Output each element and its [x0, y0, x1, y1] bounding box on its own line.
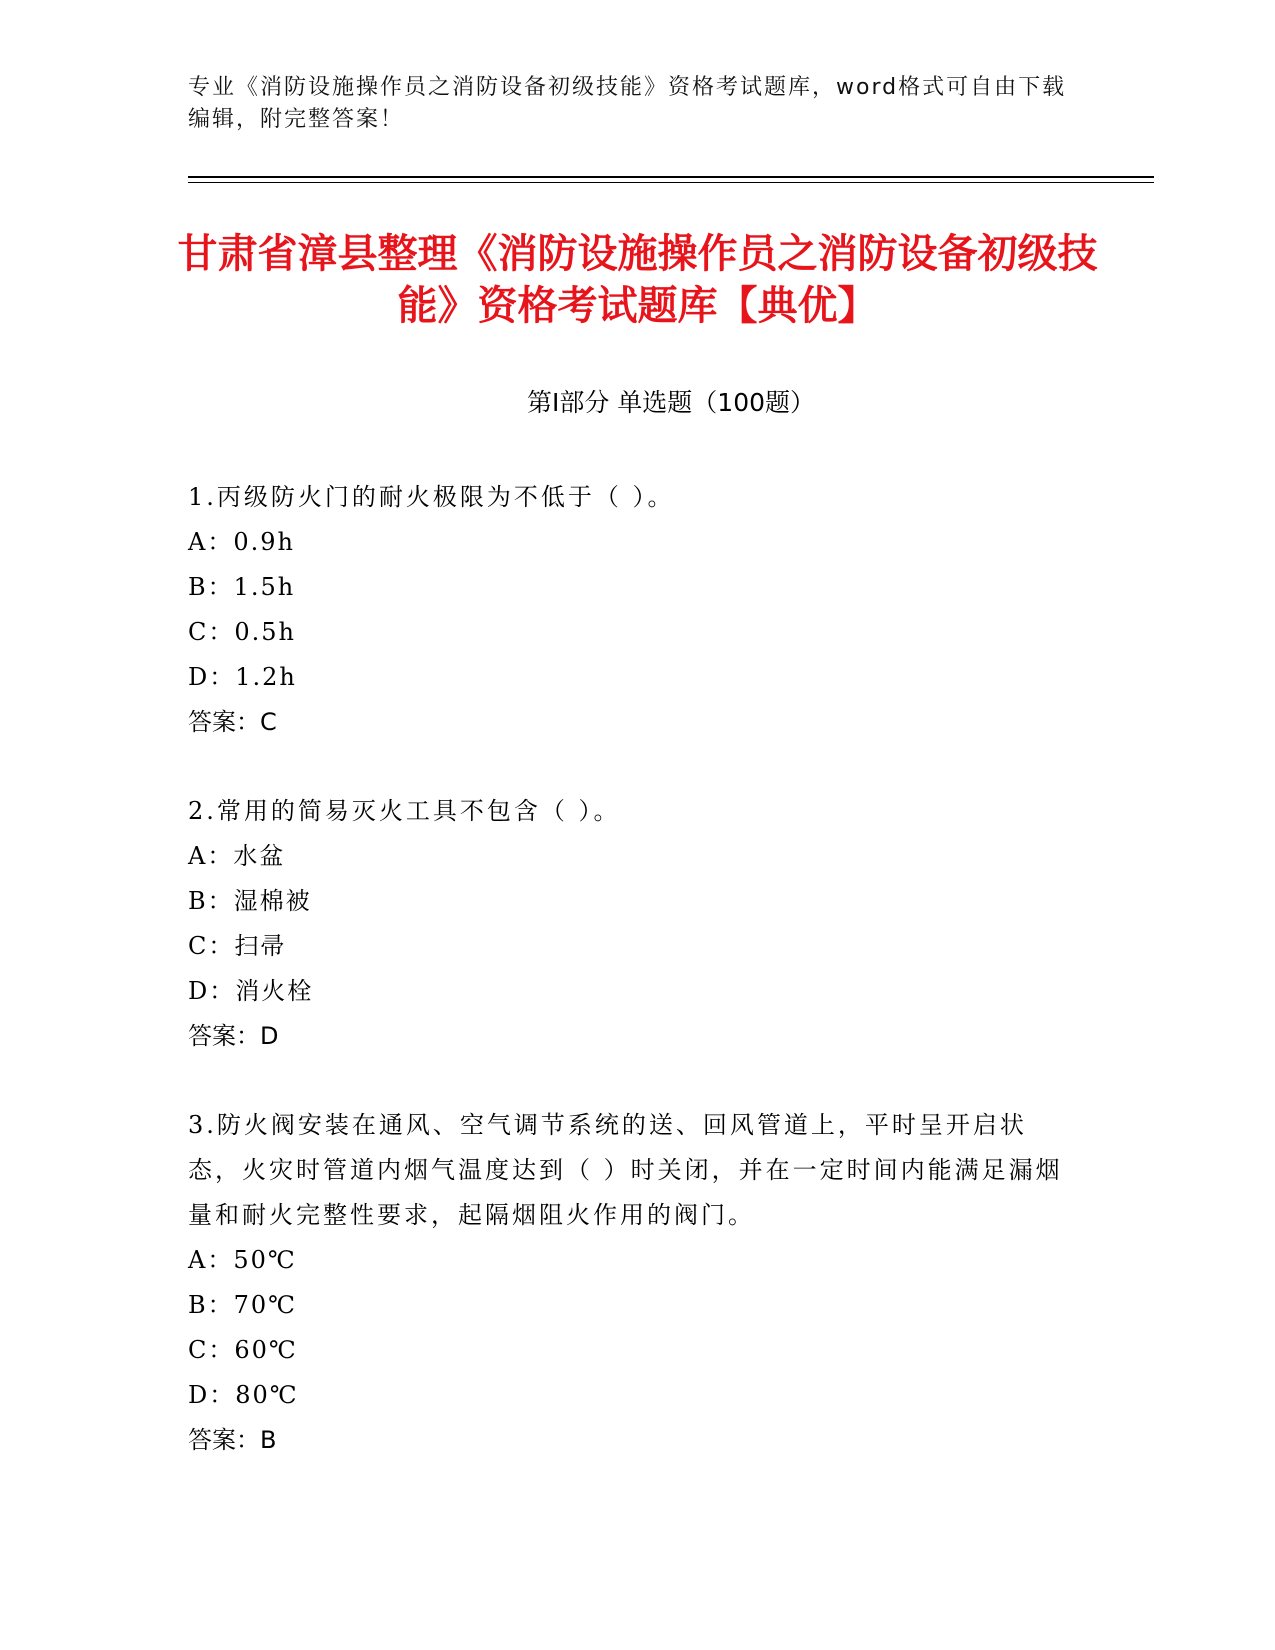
option-c: C：60℃	[188, 1336, 298, 1364]
option-a: A：50℃	[188, 1246, 297, 1274]
option-d: D：80℃	[188, 1381, 299, 1409]
question-list	[188, 475, 1068, 1507]
option-a: A：0.9h	[188, 528, 295, 556]
header-divider-thick	[188, 176, 1154, 178]
option-d: D：1.2h	[188, 663, 297, 691]
question-stem: 2.常用的简易灭火工具不包含（ ）。	[188, 797, 621, 825]
answer: 答案：D	[188, 1022, 279, 1050]
option-a: A：水盆	[188, 842, 286, 870]
answer: 答案：B	[188, 1426, 277, 1454]
option-b: B：1.5h	[188, 573, 296, 601]
option-b: B：湿棉被	[188, 887, 312, 915]
header-divider-thin	[188, 182, 1154, 183]
option-d: D：消火栓	[188, 977, 314, 1005]
question-1	[188, 475, 1068, 745]
option-c: C：扫帚	[188, 932, 287, 960]
question-stem: 3.防火阀安装在通风、空气调节系统的送、回风管道上，平时呈开启状态，火灾时管道内烟气温度达到（ ）时关闭，并在一定时间内能满足漏烟量和耐火完整性要求，起隔烟阻火作用的阀门。	[188, 1111, 1063, 1229]
document-title: 甘肃省漳县整理《消防设施操作员之消防设备初级技能》资格考试题库【典优】	[177, 231, 1098, 329]
section-heading: 第Ⅰ部分 单选题（100题）	[526, 388, 816, 417]
question-2	[188, 789, 1068, 1059]
question-3	[188, 1103, 1068, 1463]
answer: 答案：C	[188, 708, 277, 736]
option-c: C：0.5h	[188, 618, 296, 646]
header-note: 专业《消防设施操作员之消防设备初级技能》资格考试题库，word格式可自由下载编辑，附完整答案！	[188, 75, 1067, 132]
question-stem: 1.丙级防火门的耐火极限为不低于（ ）。	[188, 483, 675, 511]
option-b: B：70℃	[188, 1291, 298, 1319]
